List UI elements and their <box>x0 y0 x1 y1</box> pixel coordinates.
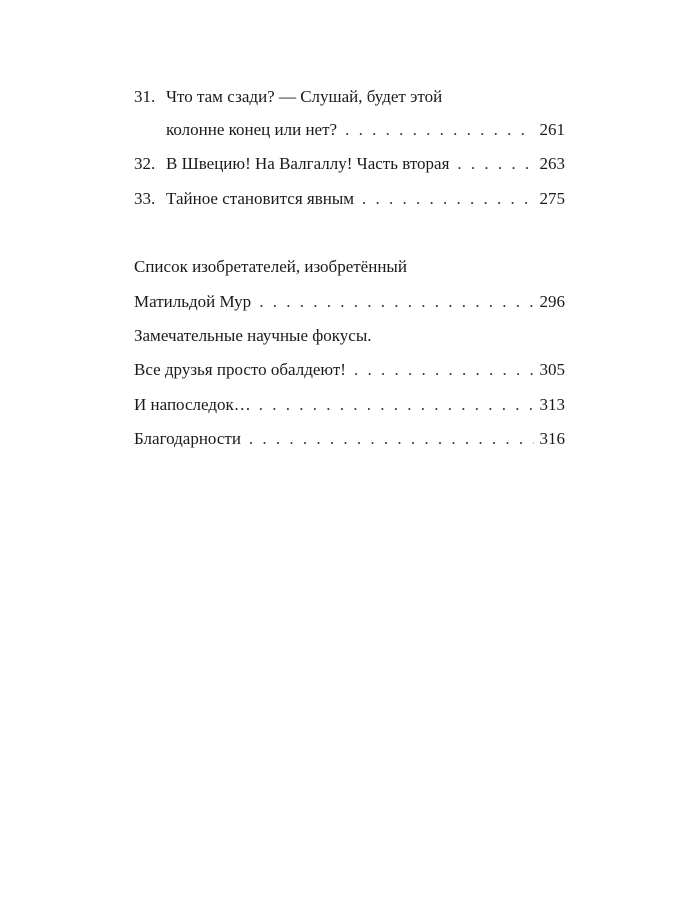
appendix-title: И напоследок… <box>134 395 251 414</box>
toc-entry-inventors-line2 <box>134 290 565 314</box>
toc-entry-33 <box>134 187 565 211</box>
page-number: 305 <box>539 360 565 379</box>
dot-leader <box>362 187 533 211</box>
page-number: 263 <box>539 154 565 173</box>
dot-leader <box>345 118 533 142</box>
chapter-title: Тайное становится явным <box>166 189 355 208</box>
chapter-title: В Швецию! На Валгаллу! Часть вторая <box>166 154 450 173</box>
toc-entry-acknowledgements <box>134 427 565 451</box>
chapter-number: 32. <box>134 154 156 173</box>
dot-leader <box>457 152 533 176</box>
page-number: 313 <box>539 395 565 414</box>
page-number: 275 <box>539 189 565 208</box>
appendix-title: Список изобретателей, изобретённый <box>134 257 407 276</box>
chapter-title: Что там сзади? — Слушай, будет этой <box>166 87 443 106</box>
dot-leader <box>249 427 534 451</box>
appendix-title-continued: Матильдой Мур <box>134 292 252 311</box>
page-number: 316 <box>539 429 565 448</box>
dot-leader <box>354 358 534 382</box>
appendix-title-continued: Все друзья просто обалдеют! <box>134 360 346 379</box>
dot-leader <box>259 393 534 417</box>
appendix-title: Благодарности <box>134 429 241 448</box>
toc-entry-32 <box>134 152 565 176</box>
toc-entry-afterword <box>134 393 565 417</box>
toc-entry-tricks-line2 <box>134 358 565 382</box>
appendix-title: Замечательные научные фокусы. <box>134 326 372 345</box>
page-number: 261 <box>539 120 565 139</box>
chapter-number: 33. <box>134 189 156 208</box>
toc-entry-31-line2 <box>166 118 565 142</box>
page-number: 296 <box>539 292 565 311</box>
chapter-number: 31. <box>134 87 156 106</box>
toc-entry-31-line1 <box>134 85 565 109</box>
toc-entry-tricks-line1 <box>134 324 565 348</box>
chapter-title-continued: колонне конец или нет? <box>166 120 338 139</box>
toc-entry-inventors-line1 <box>134 255 565 279</box>
dot-leader <box>259 290 533 314</box>
